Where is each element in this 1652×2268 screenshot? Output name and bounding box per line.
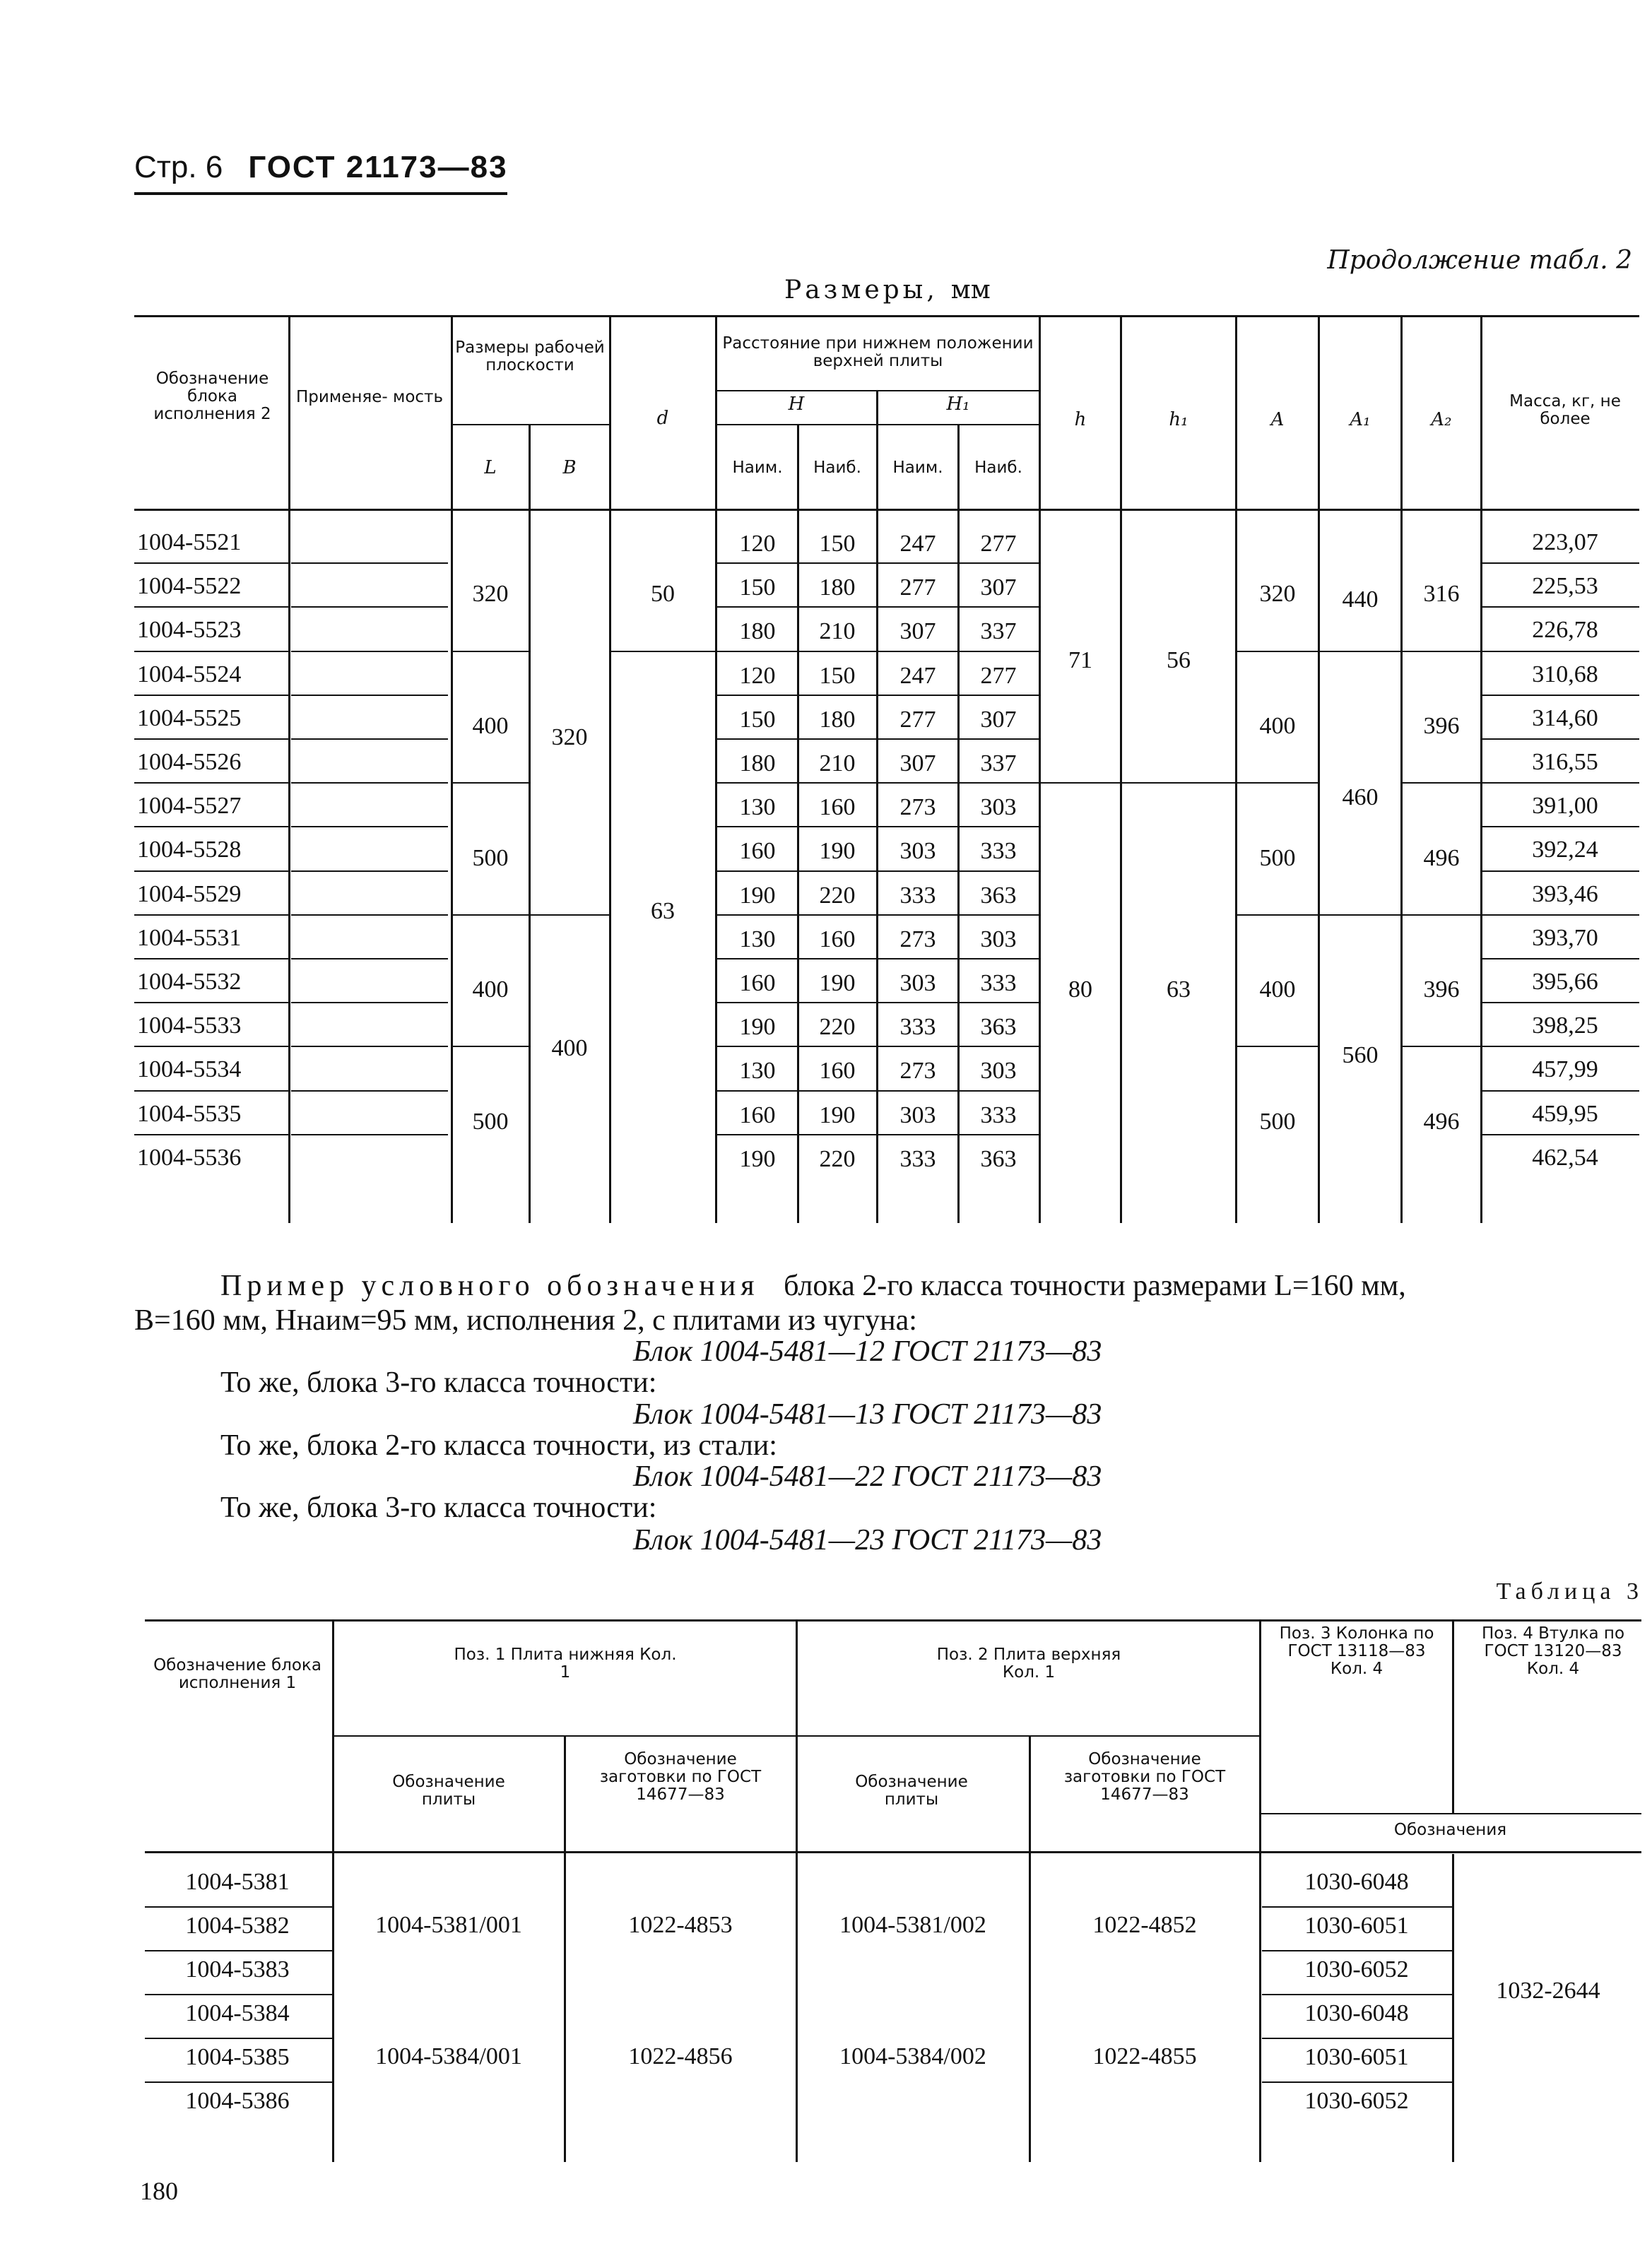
merged-b: 400 xyxy=(551,1035,588,1062)
row-rule xyxy=(715,1090,1039,1092)
row-rule xyxy=(134,914,288,916)
col-rule xyxy=(1039,315,1041,1223)
cell-mass: 225,53 xyxy=(1532,573,1598,600)
col-rule xyxy=(1480,315,1482,1223)
merged-l: 400 xyxy=(472,712,509,739)
designation-cell: 1004-5536 xyxy=(137,1144,242,1171)
row-rule xyxy=(134,738,288,740)
col-rule xyxy=(715,315,717,1223)
row-rule xyxy=(134,782,288,784)
hdr-work-surface: Размеры рабочей плоскости xyxy=(455,338,605,374)
cell-h-max: 160 xyxy=(819,1058,856,1085)
merged-a: 400 xyxy=(1259,976,1296,1003)
merged-a2: 316 xyxy=(1423,581,1460,608)
row-rule xyxy=(1262,1950,1452,1951)
group-rule xyxy=(451,914,529,916)
example-line-1 xyxy=(220,1269,1406,1303)
designation-cell: 1004-5529 xyxy=(137,880,242,907)
cell-mass: 398,25 xyxy=(1532,1012,1598,1039)
row-rule xyxy=(1262,1906,1452,1908)
row-rule xyxy=(715,914,1039,916)
hdr-d: d xyxy=(656,408,669,429)
row-rule xyxy=(134,1134,288,1135)
row-rule xyxy=(715,562,1039,564)
cell-h1-max: 277 xyxy=(980,662,1017,689)
merged-l: 400 xyxy=(472,976,509,1003)
designation-cell: 1004-5527 xyxy=(137,793,242,820)
cell-h1-max: 303 xyxy=(980,794,1017,821)
hdr-H1-max: Наиб. xyxy=(974,459,1022,477)
hdr-B: B xyxy=(562,457,577,478)
group-rule xyxy=(1235,914,1318,916)
designation-cell: 1004-5535 xyxy=(137,1100,242,1127)
cell-mass: 393,46 xyxy=(1532,880,1598,907)
units-word: Размеры, xyxy=(784,276,938,305)
group-rule xyxy=(1235,651,1318,652)
merged-l: 500 xyxy=(472,1108,509,1135)
col-rule xyxy=(1235,315,1237,1223)
hdr-H-max: Наиб. xyxy=(813,459,861,477)
merged-l: 320 xyxy=(472,581,509,608)
cell-h-min: 190 xyxy=(739,1145,776,1172)
row-rule xyxy=(1482,1046,1639,1047)
cell-mass: 457,99 xyxy=(1532,1056,1598,1083)
table3-header-rule xyxy=(145,1851,1641,1853)
row-rule xyxy=(291,958,448,959)
group-rule xyxy=(1400,1046,1481,1047)
hdr-mass: Масса, кг, не более xyxy=(1509,392,1621,428)
merged-a: 320 xyxy=(1259,581,1296,608)
example-code-4: Блок 1004-5481—23 ГОСТ 21173—83 xyxy=(633,1524,1102,1557)
cell-h-min: 160 xyxy=(739,838,776,865)
header-subrule xyxy=(715,424,1039,425)
row-rule xyxy=(715,606,1039,608)
cell-h1-min: 273 xyxy=(899,794,936,821)
row-rule xyxy=(291,782,448,784)
cell-h1-min: 277 xyxy=(899,574,936,601)
cell-h1-min: 307 xyxy=(899,618,936,645)
col-rule xyxy=(1318,315,1320,1223)
col-rule xyxy=(796,1619,798,2162)
hdr-H-min: Наим. xyxy=(732,459,783,477)
cell-h1-max: 307 xyxy=(980,706,1017,733)
example-code-2: Блок 1004-5481—13 ГОСТ 21173—83 xyxy=(633,1398,1102,1431)
merged-a: 400 xyxy=(1259,712,1296,739)
cell-mass: 459,95 xyxy=(1532,1100,1598,1127)
row-rule xyxy=(145,1994,332,1995)
hdr-A2: A₂ xyxy=(1431,409,1452,430)
row-rule xyxy=(145,2038,332,2039)
designation-cell: 1004-5383 xyxy=(185,1956,290,1983)
designation-cell: 1004-5523 xyxy=(137,617,242,644)
table2-units xyxy=(784,276,991,305)
table2-continuation: Продолжение табл. 2 xyxy=(1327,246,1632,275)
row-rule xyxy=(145,1950,332,1951)
row-rule xyxy=(715,958,1039,959)
row-rule xyxy=(291,651,448,652)
cell-h-max: 160 xyxy=(819,926,856,952)
row-rule xyxy=(1482,606,1639,608)
designation-cell: 1004-5524 xyxy=(137,661,242,687)
row-rule xyxy=(291,826,448,827)
example-line-3: То же, блока 3-го класса точности: xyxy=(220,1366,657,1399)
cell-h1-min: 247 xyxy=(899,531,936,557)
cell-pos1-plate: 1004-5381/001 xyxy=(375,1912,522,1938)
hdr-h: h xyxy=(1074,409,1087,430)
row-rule xyxy=(291,1090,448,1092)
cell-h1-min: 333 xyxy=(899,1014,936,1041)
units-mm: мм xyxy=(950,276,991,305)
col-rule xyxy=(609,315,611,1223)
col-rule xyxy=(332,1619,334,2162)
hdr-A: A xyxy=(1270,409,1285,430)
designation-cell: 1004-5533 xyxy=(137,1012,242,1039)
row-rule xyxy=(715,782,1039,784)
cell-h1-min: 333 xyxy=(899,1145,936,1172)
cell-pos1-blank: 1022-4856 xyxy=(628,2043,733,2069)
example-line1-rest: блока 2-го класса точности размерами L=160 мм, xyxy=(784,1270,1406,1302)
row-rule xyxy=(1482,870,1639,872)
hdr-H: H xyxy=(788,394,805,415)
cell-h-max: 220 xyxy=(819,882,856,909)
merged-a: 500 xyxy=(1259,1108,1296,1135)
row-rule xyxy=(145,2081,332,2083)
col-rule xyxy=(564,1735,566,2162)
cell-mass: 395,66 xyxy=(1532,969,1598,995)
col-rule xyxy=(451,315,453,1223)
hdr-designation: Обозначение блока исполнения 2 xyxy=(153,370,271,423)
col-rule xyxy=(1452,1854,1454,2162)
group-rule xyxy=(1318,651,1401,652)
group-rule xyxy=(1400,651,1481,652)
group-rule xyxy=(609,651,715,652)
row-rule xyxy=(1262,1994,1452,1995)
standard-title: ГОСТ 21173—83 xyxy=(248,150,508,184)
cell-h-max: 150 xyxy=(819,662,856,689)
cell-h1-min: 307 xyxy=(899,750,936,776)
row-rule xyxy=(134,870,288,872)
t3-hdr-pos3: Поз. 3 Колонка по ГОСТ 13118—83 Кол. 4 xyxy=(1279,1624,1434,1678)
header-subrule xyxy=(1259,1813,1641,1814)
group-rule xyxy=(451,1046,529,1047)
cell-h1-min: 303 xyxy=(899,1101,936,1128)
col-rule xyxy=(1029,1735,1031,2162)
designation-cell: 1004-5386 xyxy=(185,2088,290,2114)
col-rule xyxy=(529,424,531,1223)
merged-a2: 496 xyxy=(1423,844,1460,871)
t3-hdr-blank-1: Обозначение заготовки по ГОСТ 14677—83 xyxy=(599,1750,762,1804)
cell-h1-min: 303 xyxy=(899,970,936,996)
row-rule xyxy=(134,958,288,959)
designation-cell: 1004-5534 xyxy=(137,1056,242,1083)
cell-h-min: 150 xyxy=(739,574,776,601)
designation-cell: 1004-5382 xyxy=(185,1913,290,1939)
row-rule xyxy=(291,1046,448,1047)
t3-hdr-designations: Обозначения xyxy=(1393,1821,1507,1839)
row-rule xyxy=(291,695,448,696)
row-rule xyxy=(291,738,448,740)
col-rule xyxy=(876,390,878,1223)
hdr-L: L xyxy=(484,457,497,478)
table2-top-rule xyxy=(134,315,1639,317)
header-underline xyxy=(134,192,507,195)
col-rule xyxy=(1400,315,1403,1223)
cell-h-min: 180 xyxy=(739,618,776,645)
cell-h1-max: 363 xyxy=(980,1014,1017,1041)
designation-cell: 1004-5381 xyxy=(185,1869,290,1895)
merged-a2: 396 xyxy=(1423,976,1460,1003)
row-rule xyxy=(134,1046,288,1047)
cell-h1-max: 303 xyxy=(980,1058,1017,1085)
cell-h1-min: 303 xyxy=(899,838,936,865)
designation-cell: 1004-5522 xyxy=(137,573,242,600)
merged-d: 50 xyxy=(651,581,675,608)
cell-h-min: 160 xyxy=(739,970,776,996)
cell-pos2-blank: 1022-4855 xyxy=(1092,2043,1197,2069)
row-rule xyxy=(1482,826,1639,827)
merged-h: 80 xyxy=(1068,976,1092,1003)
cell-h-max: 190 xyxy=(819,838,856,865)
row-rule xyxy=(715,1046,1039,1047)
group-rule xyxy=(1039,782,1121,784)
group-rule xyxy=(529,914,609,916)
cell-h-max: 190 xyxy=(819,1101,856,1128)
example-line-4: То же, блока 2-го класса точности, из стали: xyxy=(220,1429,777,1462)
hdr-H1-min: Наим. xyxy=(892,459,943,477)
row-rule xyxy=(291,562,448,564)
cell-h1-max: 307 xyxy=(980,574,1017,601)
cell-h1-max: 277 xyxy=(980,531,1017,557)
header-subrule xyxy=(451,424,609,425)
hdr-applicability: Применяе- мость xyxy=(296,388,443,406)
row-rule xyxy=(1482,1002,1639,1003)
row-rule xyxy=(134,1090,288,1092)
cell-h1-max: 337 xyxy=(980,750,1017,776)
cell-h-max: 180 xyxy=(819,574,856,601)
group-rule xyxy=(1400,914,1481,916)
pos3-cell: 1030-6048 xyxy=(1304,2000,1409,2026)
merged-d: 63 xyxy=(651,897,675,924)
row-rule xyxy=(715,1134,1039,1135)
designation-cell: 1004-5532 xyxy=(137,969,242,995)
group-rule xyxy=(1235,1046,1318,1047)
page-number: 180 xyxy=(140,2177,178,2205)
merged-b: 320 xyxy=(551,723,588,750)
cell-h-min: 120 xyxy=(739,662,776,689)
row-rule xyxy=(715,870,1039,872)
cell-mass: 462,54 xyxy=(1532,1144,1598,1171)
cell-pos1-plate: 1004-5384/001 xyxy=(375,2043,522,2069)
table2-header-rule xyxy=(134,509,1639,511)
row-rule xyxy=(291,914,448,916)
cell-h1-max: 333 xyxy=(980,838,1017,865)
cell-h-min: 120 xyxy=(739,531,776,557)
col-rule xyxy=(288,315,290,1223)
cell-mass: 316,55 xyxy=(1532,749,1598,775)
cell-h-min: 130 xyxy=(739,794,776,821)
table3-title: Таблица 3 xyxy=(1496,1578,1644,1605)
cell-mass: 393,70 xyxy=(1532,924,1598,951)
group-rule xyxy=(451,651,529,652)
row-rule xyxy=(291,870,448,872)
row-rule xyxy=(1482,562,1639,564)
pos3-cell: 1030-6052 xyxy=(1304,2088,1409,2114)
cell-mass: 310,68 xyxy=(1532,661,1598,687)
cell-h-min: 130 xyxy=(739,1058,776,1085)
row-rule xyxy=(1482,695,1639,696)
header-subrule xyxy=(715,390,1039,391)
merged-a1: 440 xyxy=(1342,586,1379,613)
merged-h1: 63 xyxy=(1167,976,1191,1003)
example-line-2: B=160 мм, Hнаим=95 мм, исполнения 2, с плитами из чугуна: xyxy=(134,1304,917,1337)
pos3-cell: 1030-6051 xyxy=(1304,2044,1409,2070)
row-rule xyxy=(1482,782,1639,784)
table3-top-rule xyxy=(145,1619,1641,1622)
t3-hdr-pos1: Поз. 1 Плита нижняя Кол. 1 xyxy=(454,1646,677,1682)
cell-h-max: 150 xyxy=(819,531,856,557)
row-rule xyxy=(134,651,288,652)
hdr-distance: Расстояние при нижнем положении верхней плиты xyxy=(722,334,1034,370)
row-rule xyxy=(715,695,1039,696)
example-code-3: Блок 1004-5481—22 ГОСТ 21173—83 xyxy=(633,1460,1102,1493)
cell-h1-max: 363 xyxy=(980,1145,1017,1172)
row-rule xyxy=(1482,914,1639,916)
cell-mass: 314,60 xyxy=(1532,704,1598,731)
header-subrule xyxy=(332,1735,1259,1737)
group-rule xyxy=(1400,782,1481,784)
cell-h-max: 190 xyxy=(819,970,856,996)
row-rule xyxy=(1262,2081,1452,2083)
col-rule xyxy=(1120,315,1122,1223)
group-rule xyxy=(1235,782,1318,784)
designation-cell: 1004-5384 xyxy=(185,2000,290,2026)
cell-h-max: 160 xyxy=(819,794,856,821)
merged-a: 500 xyxy=(1259,844,1296,871)
designation-cell: 1004-5528 xyxy=(137,837,242,863)
designation-cell: 1004-5525 xyxy=(137,704,242,731)
merged-a2: 496 xyxy=(1423,1108,1460,1135)
row-rule xyxy=(134,606,288,608)
cell-h-max: 210 xyxy=(819,618,856,645)
row-rule xyxy=(134,1002,288,1003)
t3-hdr-plate-2: Обозначение плиты xyxy=(855,1773,968,1809)
merged-a1: 560 xyxy=(1342,1042,1379,1069)
cell-h1-max: 333 xyxy=(980,970,1017,996)
pos3-cell: 1030-6052 xyxy=(1304,1956,1409,1983)
merged-a1: 460 xyxy=(1342,784,1379,811)
cell-h-min: 160 xyxy=(739,1101,776,1128)
row-rule xyxy=(715,826,1039,827)
merged-h1: 56 xyxy=(1167,646,1191,673)
cell-pos2-blank: 1022-4852 xyxy=(1092,1912,1197,1938)
t3-hdr-plate-1: Обозначение плиты xyxy=(392,1773,505,1809)
row-rule xyxy=(134,562,288,564)
cell-h1-max: 363 xyxy=(980,882,1017,909)
hdr-H1: H₁ xyxy=(946,394,970,415)
cell-h1-min: 277 xyxy=(899,706,936,733)
cell-h-min: 150 xyxy=(739,706,776,733)
pos3-cell: 1030-6051 xyxy=(1304,1913,1409,1939)
t3-hdr-designation: Обозначение блока исполнения 1 xyxy=(153,1656,321,1692)
cell-mass: 223,07 xyxy=(1532,529,1598,555)
cell-pos2-plate: 1004-5381/002 xyxy=(839,1912,986,1938)
cell-h1-min: 247 xyxy=(899,662,936,689)
designation-cell: 1004-5521 xyxy=(137,529,242,555)
row-rule xyxy=(134,695,288,696)
cell-h1-max: 337 xyxy=(980,618,1017,645)
row-rule xyxy=(1482,1134,1639,1135)
row-rule xyxy=(1482,958,1639,959)
cell-mass: 226,78 xyxy=(1532,617,1598,644)
group-rule xyxy=(1120,782,1236,784)
t3-hdr-pos2: Поз. 2 Плита верхняя Кол. 1 xyxy=(936,1646,1121,1682)
merged-h: 71 xyxy=(1068,646,1092,673)
row-rule xyxy=(715,738,1039,740)
row-rule xyxy=(1482,651,1639,652)
cell-h1-max: 303 xyxy=(980,926,1017,952)
hdr-A1: A₁ xyxy=(1350,409,1371,430)
example-lead: Пример условного обозначения xyxy=(220,1270,760,1302)
cell-pos2-plate: 1004-5384/002 xyxy=(839,2043,986,2069)
cell-h-min: 180 xyxy=(739,750,776,776)
row-rule xyxy=(1482,1090,1639,1092)
example-line-5: То же, блока 3-го класса точности: xyxy=(220,1492,657,1524)
t3-hdr-pos4: Поз. 4 Втулка по ГОСТ 13120—83 Кол. 4 xyxy=(1481,1624,1625,1678)
col-rule xyxy=(1452,1619,1454,1814)
designation-cell: 1004-5531 xyxy=(137,924,242,951)
designation-cell: 1004-5385 xyxy=(185,2044,290,2070)
cell-mass: 392,24 xyxy=(1532,837,1598,863)
cell-h-min: 190 xyxy=(739,882,776,909)
row-rule xyxy=(134,826,288,827)
example-code-1: Блок 1004-5481—12 ГОСТ 21173—83 xyxy=(633,1335,1102,1368)
row-rule xyxy=(715,1002,1039,1003)
group-rule xyxy=(1318,914,1401,916)
page-label: Стр. 6 xyxy=(134,150,223,184)
col-rule xyxy=(1259,1619,1261,2162)
hdr-h1: h₁ xyxy=(1169,409,1188,430)
pos4-cell: 1032-2644 xyxy=(1496,1978,1600,2004)
row-rule xyxy=(291,1134,448,1135)
cell-h1-min: 333 xyxy=(899,882,936,909)
t3-hdr-blank-2: Обозначение заготовки по ГОСТ 14677—83 xyxy=(1063,1750,1226,1804)
cell-h-min: 130 xyxy=(739,926,776,952)
cell-h1-min: 273 xyxy=(899,926,936,952)
row-rule xyxy=(291,606,448,608)
cell-h1-max: 333 xyxy=(980,1101,1017,1128)
designation-cell: 1004-5526 xyxy=(137,749,242,775)
cell-h-min: 190 xyxy=(739,1014,776,1041)
row-rule xyxy=(291,1002,448,1003)
cell-h-max: 220 xyxy=(819,1145,856,1172)
row-rule xyxy=(1262,2038,1452,2039)
pos3-cell: 1030-6048 xyxy=(1304,1869,1409,1895)
page-header xyxy=(134,150,508,185)
cell-h-max: 210 xyxy=(819,750,856,776)
merged-l: 500 xyxy=(472,844,509,871)
cell-h-max: 220 xyxy=(819,1014,856,1041)
cell-h-max: 180 xyxy=(819,706,856,733)
cell-pos1-blank: 1022-4853 xyxy=(628,1912,733,1938)
row-rule xyxy=(715,651,1039,652)
group-rule xyxy=(451,782,529,784)
cell-mass: 391,00 xyxy=(1532,793,1598,820)
cell-h1-min: 273 xyxy=(899,1058,936,1085)
row-rule xyxy=(1482,738,1639,740)
merged-a2: 396 xyxy=(1423,712,1460,739)
row-rule xyxy=(145,1906,332,1908)
